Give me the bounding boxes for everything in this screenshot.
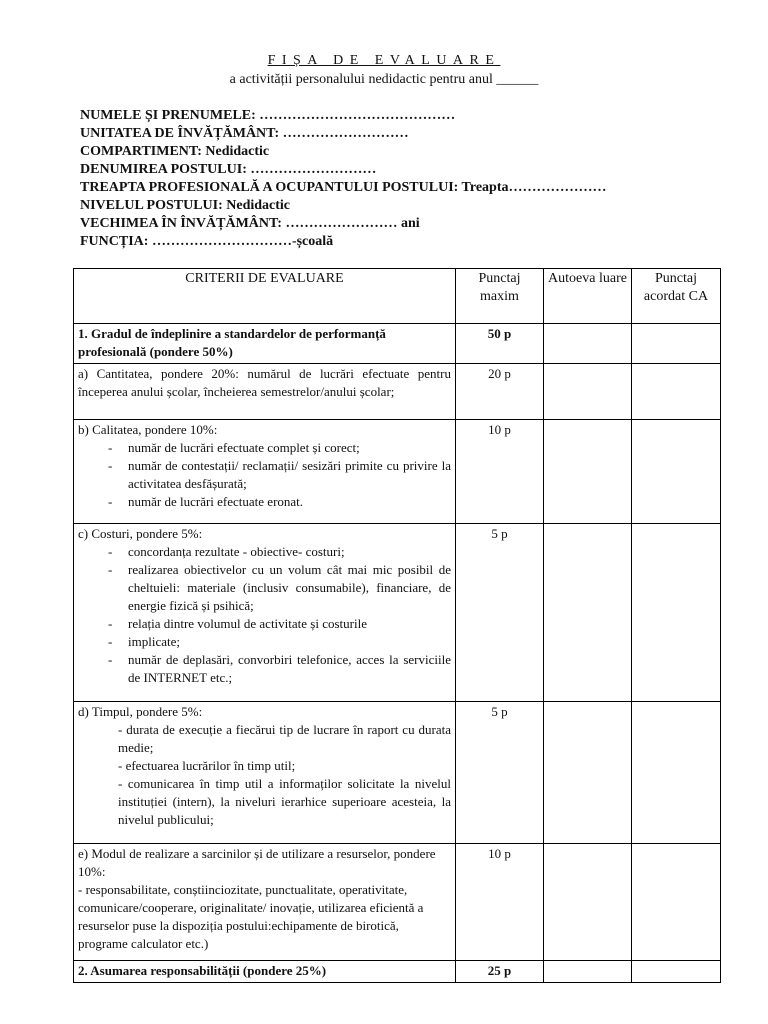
- list-item: - concordanța rezultate - obiective- costuri;: [128, 543, 451, 561]
- header-ca-points: Punctaj acordat CA: [632, 269, 721, 324]
- header-max-points: Punctaj maxim: [456, 269, 544, 324]
- ca-points-cell[interactable]: [632, 324, 721, 364]
- list-item: - realizarea obiectivelor cu un volum cât mai mic posibil de cheltuieli: materiale (inclusiv consumabile), financiare, de energie fizică și psihică;: [128, 561, 451, 615]
- header-self-evaluation: Autoeva luare: [544, 269, 632, 324]
- field-job-title: DENUMIREA POSTULUI: ………………………: [80, 162, 377, 177]
- ca-points-cell[interactable]: [632, 961, 721, 983]
- field-seniority: VECHIMEA ÎN ÎNVĂȚĂMÂNT: …………………… ani: [80, 216, 420, 231]
- criterion-e-title: e) Modul de realizare a sarcinilor și de utilizare a resurselor, pondere 10%:: [78, 846, 436, 879]
- field-function: FUNCȚIA: …………………………-școală: [80, 234, 334, 249]
- table-row: [74, 961, 721, 983]
- self-evaluation-cell[interactable]: [544, 420, 632, 524]
- criterion-c-list: [78, 543, 451, 687]
- field-school-unit: UNITATEA DE ÎNVĂȚĂMÂNT: ………………………: [80, 126, 409, 141]
- criterion-b: [74, 420, 456, 524]
- table-row: [74, 844, 721, 961]
- criterion-d-line: - comunicarea în timp util a informaților solicitate la nivelul instituției (intern), la niveluri ierarhice superioare acesteia, la nivelul publicului;: [118, 776, 451, 827]
- criterion-e-text: - responsabilitate, conștiinciozitate, punctualitate, operativitate, comunicare/cooperare, originalitate/ inovație, utilizarea eficientă a resurselor puse la dispoziția postului:echipamente de birotică, programe calculator etc.): [78, 882, 424, 951]
- criterion-d-line: - efectuarea lucrărilor în timp util;: [118, 758, 296, 773]
- self-evaluation-cell[interactable]: [544, 524, 632, 702]
- ca-points-cell[interactable]: [632, 524, 721, 702]
- table-row: [74, 324, 721, 364]
- criterion-b-title: b) Calitatea, pondere 10%:: [78, 422, 218, 437]
- ca-points-cell[interactable]: [632, 844, 721, 961]
- max-points: 20 p: [456, 364, 544, 420]
- list-item: - implicate;: [128, 633, 451, 651]
- self-evaluation-cell[interactable]: [544, 364, 632, 420]
- max-points: 10 p: [456, 420, 544, 524]
- field-department: COMPARTIMENT: Nedidactic: [80, 144, 270, 159]
- criterion-d-line: - durata de execuție a fiecărui tip de lucrare în raport cu durata medie;: [118, 722, 451, 755]
- list-item: - număr de lucrări efectuate eronat.: [128, 493, 451, 511]
- document-subtitle: a activității personalului nedidactic pentru anul ______: [229, 72, 539, 87]
- criterion-e: [74, 844, 456, 961]
- table-row: [74, 702, 721, 844]
- table-row: [74, 364, 721, 420]
- criterion-a: a) Cantitatea, pondere 20%: numărul de lucrări efectuate pentru începerea anului școlar, încheierea semestrelor/anului școlar;: [74, 364, 456, 420]
- max-points: 50 p: [456, 324, 544, 364]
- field-professional-level: TREAPTA PROFESIONALĂ A OCUPANTULUI POSTULUI: Treapta…………………: [80, 180, 607, 195]
- ca-points-cell[interactable]: [632, 420, 721, 524]
- criterion-c: [74, 524, 456, 702]
- document-title: FIȘA DE EVALUARE: [267, 53, 501, 68]
- max-points: 10 p: [456, 844, 544, 961]
- criterion-2: 2. Asumarea responsabilității (pondere 25%): [74, 961, 456, 983]
- max-points: 5 p: [456, 524, 544, 702]
- employee-fields: [80, 107, 720, 251]
- criterion-d: [74, 702, 456, 844]
- criterion-1: 1. Gradul de îndeplinire a standardelor de performanță profesională (pondere 50%): [74, 324, 456, 364]
- self-evaluation-cell[interactable]: [544, 844, 632, 961]
- criterion-d-title: d) Timpul, pondere 5%:: [78, 704, 203, 719]
- evaluation-table: [73, 268, 721, 983]
- ca-points-cell[interactable]: [632, 702, 721, 844]
- header-criteria: CRITERII DE EVALUARE: [74, 269, 456, 324]
- max-points: 5 p: [456, 702, 544, 844]
- list-item: - număr de deplasări, convorbiri telefonice, acces la serviciile de INTERNET etc.;: [128, 651, 451, 687]
- max-points: 25 p: [456, 961, 544, 983]
- table-row: [74, 524, 721, 702]
- self-evaluation-cell[interactable]: [544, 702, 632, 844]
- list-item: - relația dintre volumul de activitate și costurile: [128, 615, 451, 633]
- table-header-row: [74, 269, 721, 324]
- list-item: - număr de lucrări efectuate complet și corect;: [128, 439, 451, 457]
- list-item: - număr de contestații/ reclamații/ sesizări primite cu privire la activitatea desfășurată;: [128, 457, 451, 493]
- field-name: NUMELE ȘI PRENUMELE: ……………………………………: [80, 108, 456, 123]
- criterion-c-title: c) Costuri, pondere 5%:: [78, 526, 203, 541]
- table-row: [74, 420, 721, 524]
- criterion-b-list: [78, 439, 451, 511]
- self-evaluation-cell[interactable]: [544, 324, 632, 364]
- ca-points-cell[interactable]: [632, 364, 721, 420]
- self-evaluation-cell[interactable]: [544, 961, 632, 983]
- field-job-level: NIVELUL POSTULUI: Nedidactic: [80, 198, 291, 213]
